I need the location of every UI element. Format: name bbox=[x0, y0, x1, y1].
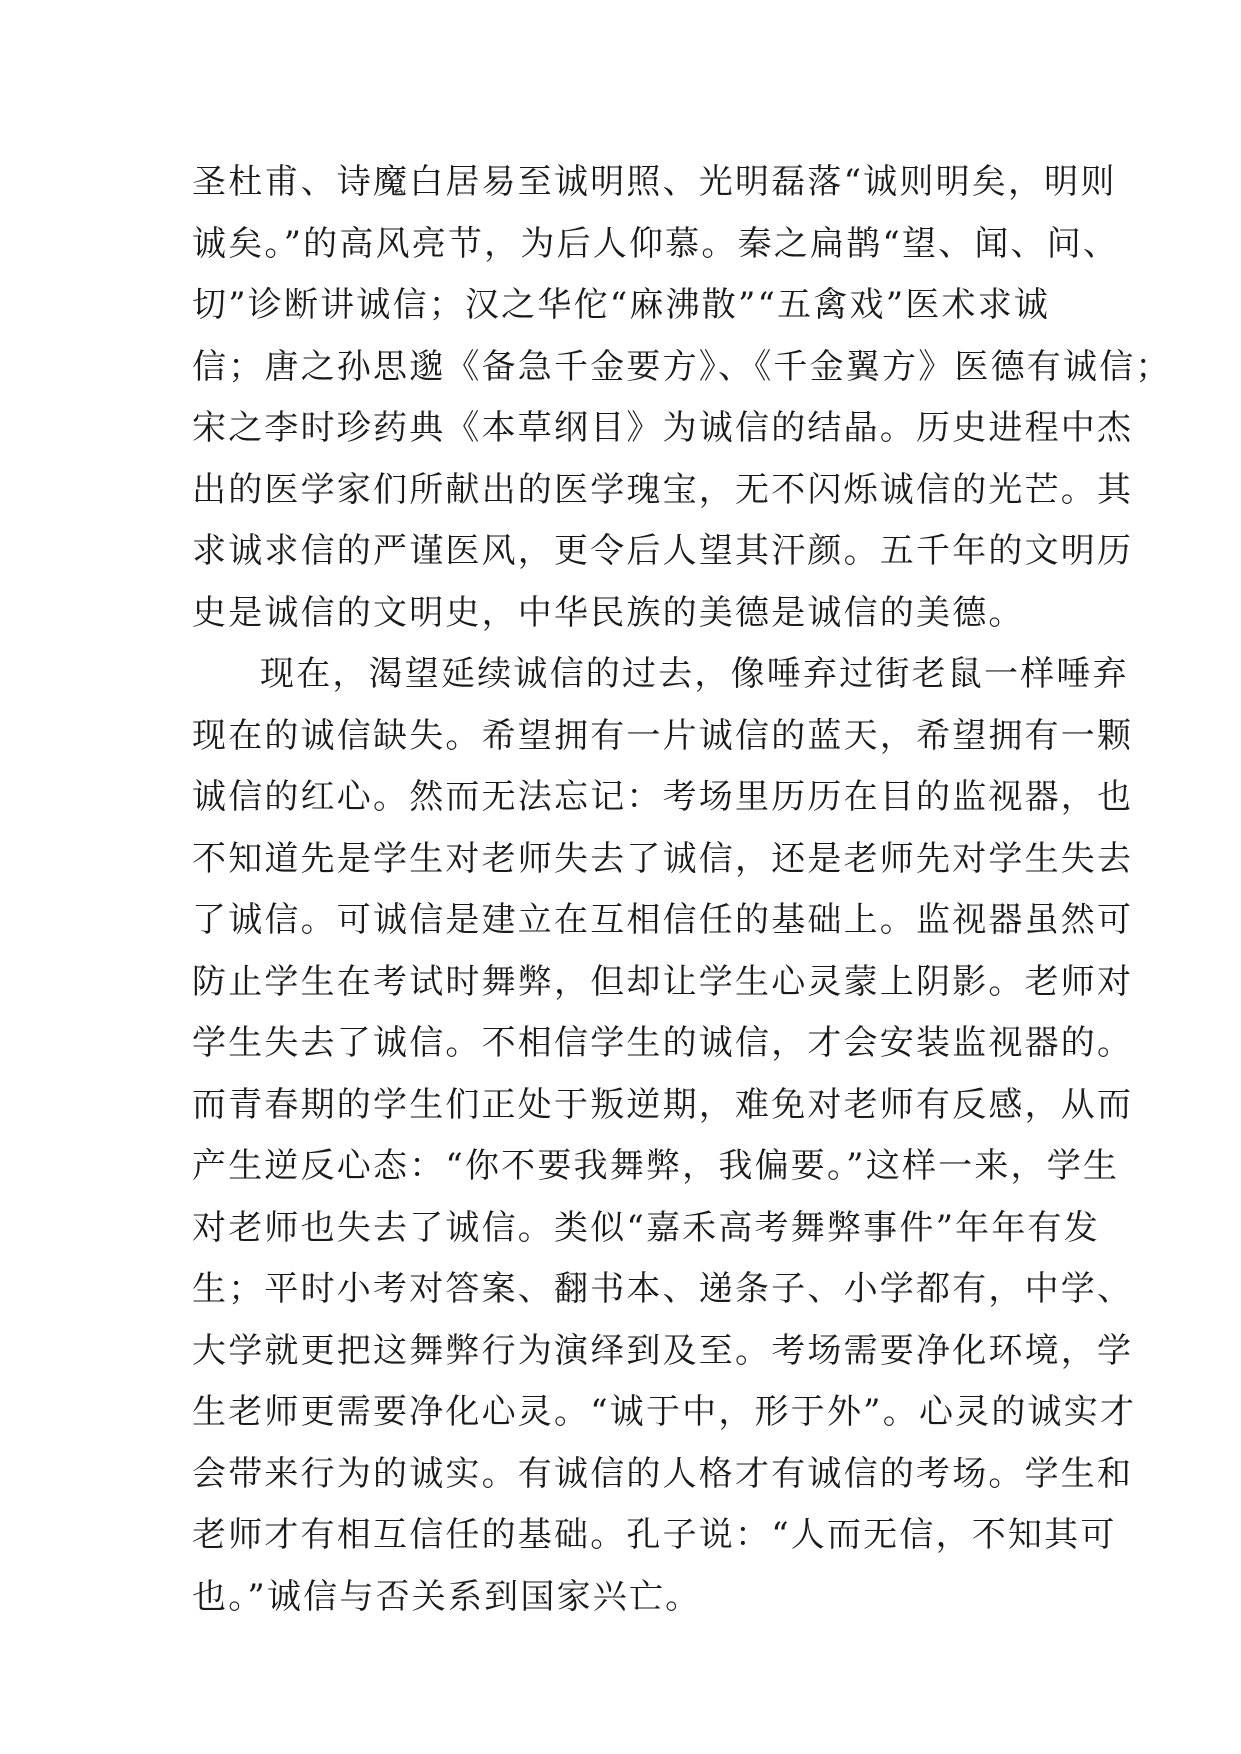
text-line: 出的医学家们所献出的医学瑰宝，无不闪烁诚信的光芒。其 bbox=[192, 469, 1134, 510]
text-line: 史是诚信的文明史，中华民族的美德是诚信的美德。 bbox=[192, 592, 1025, 633]
text-line: 大学就更把这舞弊行为演绎到及至。考场需要净化环境，学 bbox=[192, 1330, 1134, 1371]
text-line: 生；平时小考对答案、翻书本、递条子、小学都有，中学、 bbox=[192, 1269, 1134, 1309]
text-line: 也。”诚信与否关系到国家兴亡。 bbox=[192, 1576, 702, 1617]
text-line: 求诚求信的严谨医风，更令后人望其汗颜。五千年的文明历 bbox=[192, 531, 1134, 571]
body-text bbox=[192, 152, 1172, 1628]
text-line: 对老师也失去了诚信。类似“嘉禾高考舞弊事件”年年有发 bbox=[192, 1207, 1100, 1248]
text-line: 而青春期的学生们正处于叛逆期，难免对老师有反感，从而 bbox=[192, 1084, 1134, 1125]
text-line: 现在的诚信缺失。希望拥有一片诚信的蓝天，希望拥有一颗 bbox=[192, 715, 1134, 756]
text-line: 老师才有相互信任的基础。孔子说：“人而无信，不知其可 bbox=[192, 1515, 1117, 1555]
paragraph-start-line: 现在，渴望延续诚信的过去，像唾弃过街老鼠一样唾弃 bbox=[260, 654, 1129, 694]
text-line: 会带来行为的诚实。有诚信的人格才有诚信的考场。学生和 bbox=[192, 1453, 1134, 1494]
text-line: 防止学生在考试时舞弊，但却让学生心灵蒙上阴影。老师对 bbox=[192, 961, 1134, 1002]
text-line: 不知道先是学生对老师失去了诚信，还是老师先对学生失去 bbox=[192, 838, 1134, 879]
text-line: 产生逆反心态：“你不要我舞弊，我偏要。”这样一来，学生 bbox=[192, 1146, 1120, 1186]
text-line: 信；唐之孙思邈《备急千金要方》、《千金翼方》医德有诚信； bbox=[192, 346, 1172, 387]
text-line: 诚矣。”的高风亮节，为后人仰慕。秦之扁鹊“望、闻、问、 bbox=[192, 223, 1120, 264]
text-line: 生老师更需要净化心灵。“诚于中，形于外”。心灵的诚实才 bbox=[192, 1392, 1137, 1432]
text-line: 圣杜甫、诗魔白居易至诚明照、光明磊落“诚则明矣，明则 bbox=[192, 162, 1117, 202]
text-line: 切”诊断讲诚信；汉之华佗“麻沸散”“五禽戏”医术求诚 bbox=[192, 285, 1051, 325]
text-line: 宋之李时珍药典《本草纲目》为诚信的结晶。历史进程中杰 bbox=[192, 408, 1134, 448]
text-line: 学生失去了诚信。不相信学生的诚信，才会安装监视器的。 bbox=[192, 1023, 1134, 1063]
text-line: 诚信的红心。然而无法忘记：考场里历历在目的监视器，也 bbox=[192, 777, 1134, 817]
text-line: 了诚信。可诚信是建立在互相信任的基础上。监视器虽然可 bbox=[192, 900, 1134, 940]
